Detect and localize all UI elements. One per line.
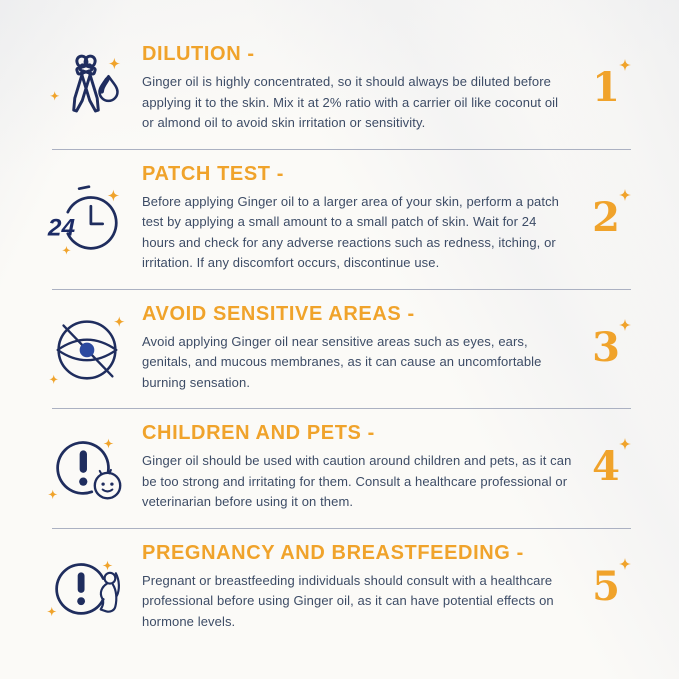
clock-24-hours-icon (40, 174, 132, 262)
section-dilution (40, 30, 639, 149)
dropper-dilution-icon (40, 44, 132, 132)
section-body: Avoid applying Ginger oil near sensitive areas such as eyes, ears, genitals, and mucous membranes, as it can cause an uncomfortable burning sensation. (142, 333, 542, 390)
step-number: 2 (592, 198, 620, 238)
sparkle-icon (618, 58, 632, 72)
warning-child-icon (40, 423, 132, 511)
section-body: Pregnant or breastfeeding individuals should consult with a healthcare professional before using Ginger oil, as it can have potential effects on hormone levels. (142, 572, 554, 629)
section-body: Ginger oil should be used with caution around children and pets, as it can be too strong and irritating for them. Consult a healthcare professional or veterinarian before using it on them. (142, 453, 572, 509)
step-number: 5 (592, 567, 620, 607)
sparkle-icon (618, 318, 632, 332)
step-number: 1 (592, 68, 620, 108)
section-title: DILUTION - (142, 43, 255, 65)
warning-pregnancy-icon (40, 543, 132, 631)
section-title: PREGNANCY AND BREASTFEEDING - (142, 541, 524, 564)
section-avoid-sensitive-areas (40, 290, 639, 409)
sparkle-icon (618, 557, 632, 571)
section-title: PATCH TEST - (142, 162, 285, 185)
section-children-and-pets (40, 409, 639, 528)
section-title: AVOID SENSITIVE AREAS - (142, 302, 415, 325)
section-body: Ginger oil is highly concentrated, so it should always be diluted before applying it to the skin. Mix it at 2% ratio with a carrier oil like coconut oil or almond oil to avoid skin irritation or sensitivity. (142, 74, 559, 130)
sparkle-icon (618, 188, 632, 202)
section-pregnancy-and-breastfeeding (40, 529, 639, 648)
eye-slash-icon (40, 304, 132, 392)
sparkle-icon (618, 437, 632, 451)
step-number: 3 (592, 328, 620, 368)
section-body: Before applying Ginger oil to a larger area of your skin, perform a patch test by applying a small amount to a small patch of skin. Wait for 24 hours and check for any adverse reactions such as redness, itching, or irritation. If any discomfort occurs, discontinue use. (142, 193, 560, 270)
clock-24-label: 24 (47, 214, 76, 242)
step-number: 4 (592, 447, 620, 487)
section-title: CHILDREN AND PETS - (142, 422, 375, 444)
section-patch-test (40, 150, 639, 289)
